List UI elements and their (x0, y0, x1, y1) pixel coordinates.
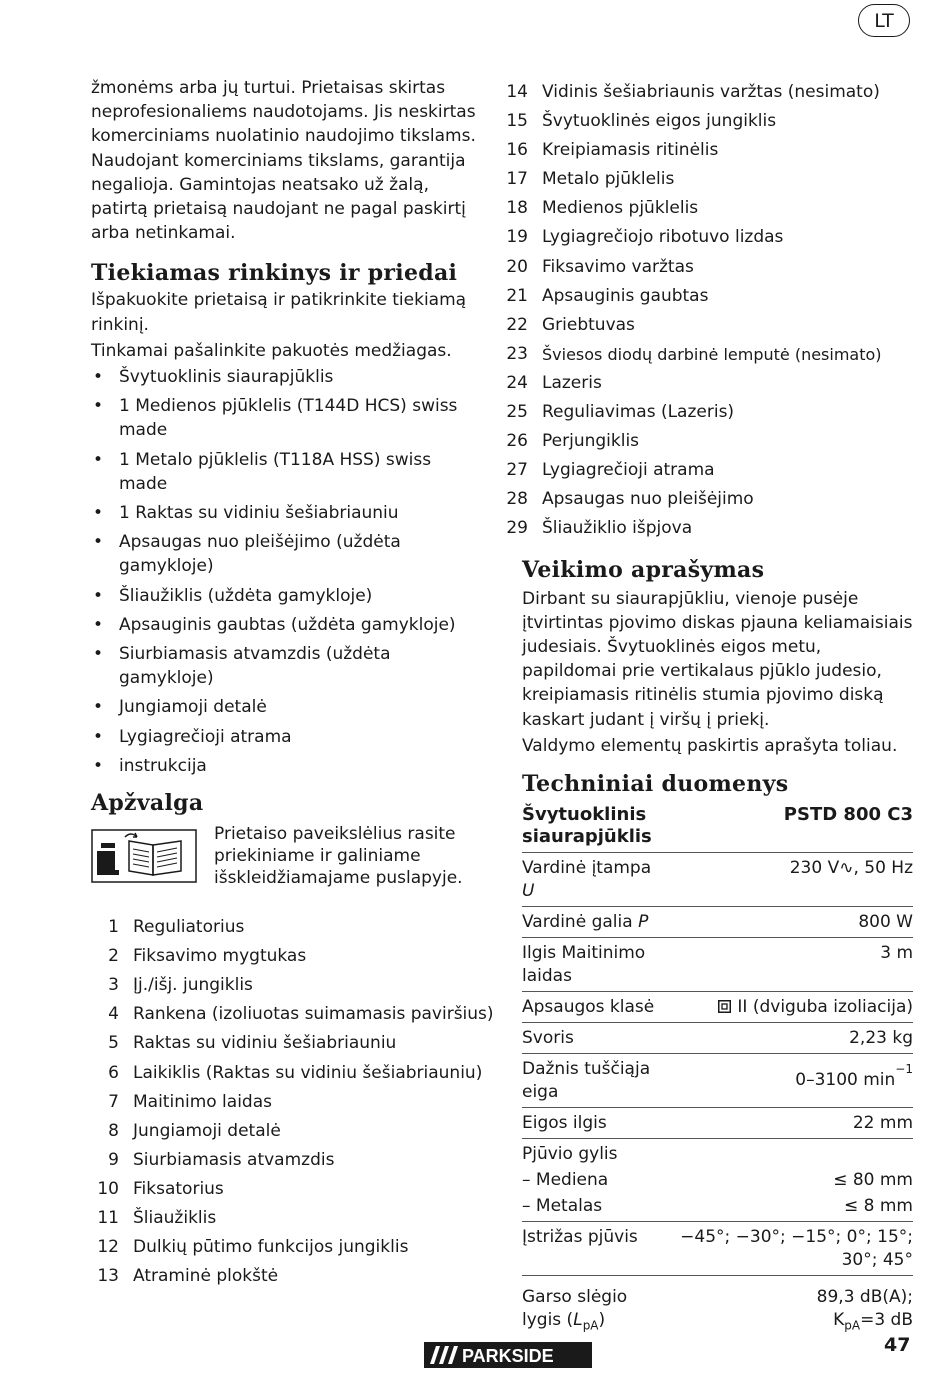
list-item (500, 136, 913, 165)
parts-list-2 (500, 78, 913, 544)
tech-label: Garso slėgio lygis $(L_{pA})$ (522, 1275, 662, 1340)
item-number: 17 (506, 169, 528, 190)
table-row (522, 1053, 913, 1107)
item-label: Raktas su vidiniu šešiabriauniu (133, 1033, 397, 1054)
table-row (522, 852, 913, 906)
list-item: • instrukcija (91, 754, 483, 778)
parts-list-1 (91, 913, 494, 1291)
parkside-logo (424, 1342, 592, 1368)
overview-note-text: Prietaiso paveikslėlius rasite priekiniame ir galiniame išskleidžiamajame puslapyje. (214, 824, 463, 889)
tech-product-label: Švytuoklinis siaurapjūklis (522, 803, 652, 847)
item-number: 24 (506, 372, 528, 393)
item-number: 7 (108, 1091, 119, 1112)
list-item (500, 340, 913, 369)
list-item (500, 107, 913, 136)
item-number: 18 (506, 198, 528, 219)
delivery-paragraph-1: Išpakuokite prietaisą ir patikrinkite tiekiamą rinkinį. (91, 290, 467, 335)
tech-value: 2,23 kg (662, 1022, 913, 1053)
tech-value: 89,3 dB(A); $K_{pA}=3$ dB (662, 1275, 913, 1340)
item-label: Laikiklis (Raktas su vidiniu šešiabriauniu) (133, 1062, 483, 1083)
tech-model: PSTD 800 C3 (783, 803, 913, 825)
item-label: Perjungiklis (542, 431, 640, 452)
list-item (500, 398, 913, 427)
table-row (522, 1275, 913, 1340)
item-number: 26 (506, 431, 528, 452)
list-item: • Švytuoklinis siaurapjūklis (91, 365, 483, 389)
list-item: • Apsaugas nuo pleišėjimo (uždėta gamykloje) (91, 530, 483, 578)
list-item (91, 1117, 483, 1146)
item-number: 6 (108, 1062, 119, 1083)
item-label: Medienos pjūklelis (542, 198, 699, 219)
list-item (91, 942, 483, 971)
item-label: Atraminė plokštė (133, 1266, 279, 1287)
item-label: Šliaužiklio išpjova (542, 518, 693, 539)
list-item: • Siurbiamasis atvamzdis (uždėta gamykloje) (91, 642, 483, 690)
item-number: 1 (108, 917, 119, 938)
list-item: • Jungiamoji detalė (91, 695, 483, 719)
list-item (500, 253, 913, 282)
item-label: Šliaužiklis (133, 1208, 217, 1229)
item-label: Reguliatorius (133, 917, 245, 938)
page-number: 47 (884, 1334, 911, 1356)
list-item (500, 311, 913, 340)
item-label: Fiksatorius (133, 1178, 224, 1199)
item-label: Maitinimo laidas (133, 1091, 272, 1112)
left-column (91, 76, 494, 1291)
list-item: • 1 Raktas su vidiniu šešiabriauniu (91, 501, 483, 525)
item-label: Lygiagrečiojo ribotuvo lizdas (542, 227, 784, 248)
table-row (522, 906, 913, 937)
tech-label: Ilgis Maitinimo laidas (522, 937, 662, 991)
list-item (91, 1175, 483, 1204)
tech-value: ≤ 80 mm ≤ 8 mm (662, 1138, 913, 1221)
double-insulation-icon (718, 1000, 731, 1013)
list-item (500, 165, 913, 194)
item-number: 16 (506, 140, 528, 161)
item-number: 27 (506, 460, 528, 481)
list-item (500, 78, 913, 107)
item-label: Rankena (izoliuotas suimamasis paviršius) (133, 1004, 494, 1025)
item-label: Kreipiamasis ritinėlis (542, 140, 719, 161)
item-label: Lazeris (542, 372, 602, 393)
table-row (522, 991, 913, 1022)
item-number: 4 (108, 1004, 119, 1025)
tech-label: Eigos ilgis (522, 1107, 662, 1138)
list-item (500, 427, 913, 456)
item-label: Apsauginis gaubtas (542, 285, 709, 306)
table-header (522, 802, 913, 853)
delivery-list (91, 365, 483, 778)
list-item (91, 1204, 483, 1233)
item-label: Metalo pjūklelis (542, 169, 675, 190)
item-label: Lygiagrečioji atrama (542, 460, 715, 481)
list-item (91, 913, 483, 942)
item-number: 21 (506, 285, 528, 306)
tech-table (522, 802, 913, 1340)
tech-label: Svoris (522, 1022, 662, 1053)
function-heading: Veikimo aprašymas (522, 556, 765, 583)
tech-label: Vardinė galia P (522, 906, 662, 937)
item-label: Fiksavimo mygtukas (133, 946, 307, 967)
tech-label: Apsaugos klasė (522, 991, 662, 1022)
item-number: 25 (506, 402, 528, 423)
tech-label: Įstrižas pjūvis (522, 1221, 662, 1275)
list-item (500, 223, 913, 252)
list-item (91, 1000, 494, 1029)
list-item: • Apsauginis gaubtas (uždėta gamykloje) (91, 613, 483, 637)
info-book-icon (91, 829, 197, 883)
list-item (91, 1146, 483, 1175)
list-item (500, 456, 913, 485)
delivery-heading: Tiekiamas rinkinys ir priedai (91, 260, 458, 287)
item-number: 13 (97, 1266, 119, 1287)
list-item (91, 971, 483, 1000)
list-item: • 1 Metalo pjūklelis (T118A HSS) swiss made (91, 448, 483, 496)
function-paragraph-2: Valdymo elementų paskirtis aprašyta toliau. (522, 735, 898, 756)
intro-paragraph: žmonėms arba jų turtui. Prietaisas skirtas neprofesionaliems naudotojams. Jis neskirtas komerciniams nuolatinio naudojimo tikslams. Naudojant komerciniams tikslams, garantija negalioja. Gamintojas neatsako už žalą, patirtą prietaisą naudojant ne pagal paskirtį arba netinkamai. (91, 78, 476, 244)
tech-value: 3 m (662, 937, 913, 991)
item-number: 11 (97, 1208, 119, 1229)
tech-value: 22 mm (662, 1107, 913, 1138)
list-item: • 1 Medienos pjūklelis (T144D HCS) swiss made (91, 394, 483, 442)
item-number: 5 (108, 1033, 119, 1054)
tech-value: 800 W (662, 906, 913, 937)
item-number: 10 (97, 1178, 119, 1199)
delivery-paragraph-2: Tinkamai pašalinkite pakuotės medžiagas. (91, 340, 452, 361)
brand-text: PARKSIDE (462, 1346, 554, 1366)
item-label: Apsaugas nuo pleišėjimo (542, 489, 754, 510)
list-item (500, 194, 913, 223)
item-number: 14 (506, 82, 528, 102)
table-row (522, 937, 913, 991)
list-item: • Lygiagrečioji atrama (91, 725, 483, 749)
right-column (506, 78, 913, 1340)
list-item (91, 1262, 483, 1291)
table-row (522, 1221, 913, 1275)
item-number: 9 (108, 1149, 119, 1170)
tech-label: Pjūvio gylis – Mediena – Metalas (522, 1138, 662, 1221)
item-label: Įj./išj. jungiklis (133, 975, 253, 996)
list-item (500, 485, 913, 514)
list-item (91, 1088, 483, 1117)
item-number: 12 (97, 1237, 119, 1258)
list-item (91, 1233, 483, 1262)
tech-heading: Techniniai duomenys (522, 770, 789, 797)
tech-value: 0–3100 $\min^{-1}$ (662, 1053, 913, 1107)
tech-value: 230 V∿, 50 Hz (662, 852, 913, 906)
list-item (500, 282, 913, 311)
item-number: 2 (108, 946, 119, 967)
item-label: Dulkių pūtimo funkcijos jungiklis (133, 1237, 409, 1258)
tech-value: II (dviguba izoliacija) (662, 991, 913, 1022)
item-label: Reguliavimas (Lazeris) (542, 402, 735, 423)
item-label: Fiksavimo varžtas (542, 256, 694, 277)
list-item (500, 514, 913, 543)
item-number: 15 (506, 111, 528, 132)
item-number: 22 (506, 314, 528, 335)
item-number: 8 (108, 1120, 119, 1141)
item-label: Švytuoklinės eigos jungiklis (542, 111, 777, 132)
item-label: Siurbiamasis atvamzdis (133, 1149, 335, 1170)
table-row (522, 1107, 913, 1138)
item-label: Šviesos diodų darbinė lemputė (nesimato) (542, 344, 882, 364)
tech-label: Dažnis tuščiąja eiga (522, 1053, 662, 1107)
item-number: 23 (506, 343, 528, 364)
item-number: 19 (506, 227, 528, 248)
item-number: 3 (108, 975, 119, 996)
item-label: Jungiamoji detalė (133, 1120, 281, 1141)
list-item (91, 1059, 483, 1088)
tech-label: Vardinė įtampa U (522, 852, 662, 906)
list-item: • Šliaužiklis (uždėta gamykloje) (91, 584, 483, 608)
item-number: 20 (506, 256, 528, 277)
table-row (522, 1138, 913, 1221)
item-number: 29 (506, 518, 528, 539)
tech-value: −45°; −30°; −15°; 0°; 15°; 30°; 45° (662, 1221, 913, 1275)
item-number: 28 (506, 489, 528, 510)
table-row (522, 1022, 913, 1053)
list-item (91, 1029, 483, 1058)
item-label: Vidinis šešiabriaunis varžtas (nesimato) (542, 82, 880, 102)
function-paragraph-1: Dirbant su siaurapjūkliu, vienoje pusėje įtvirtintas pjovimo diskas pjauna keliamaisiais judesiais. Švytuoklinės eigos metu, papildomai prie vertikalaus pjūklo judesio, kreipiamasis ritinėlis stumia pjovimo diską kaskart judant į viršų į priekį. (522, 588, 913, 730)
overview-note (91, 823, 483, 889)
language-badge: LT (858, 4, 910, 37)
overview-heading: Apžvalga (91, 790, 204, 817)
list-item (500, 369, 913, 398)
item-label: Griebtuvas (542, 314, 635, 335)
